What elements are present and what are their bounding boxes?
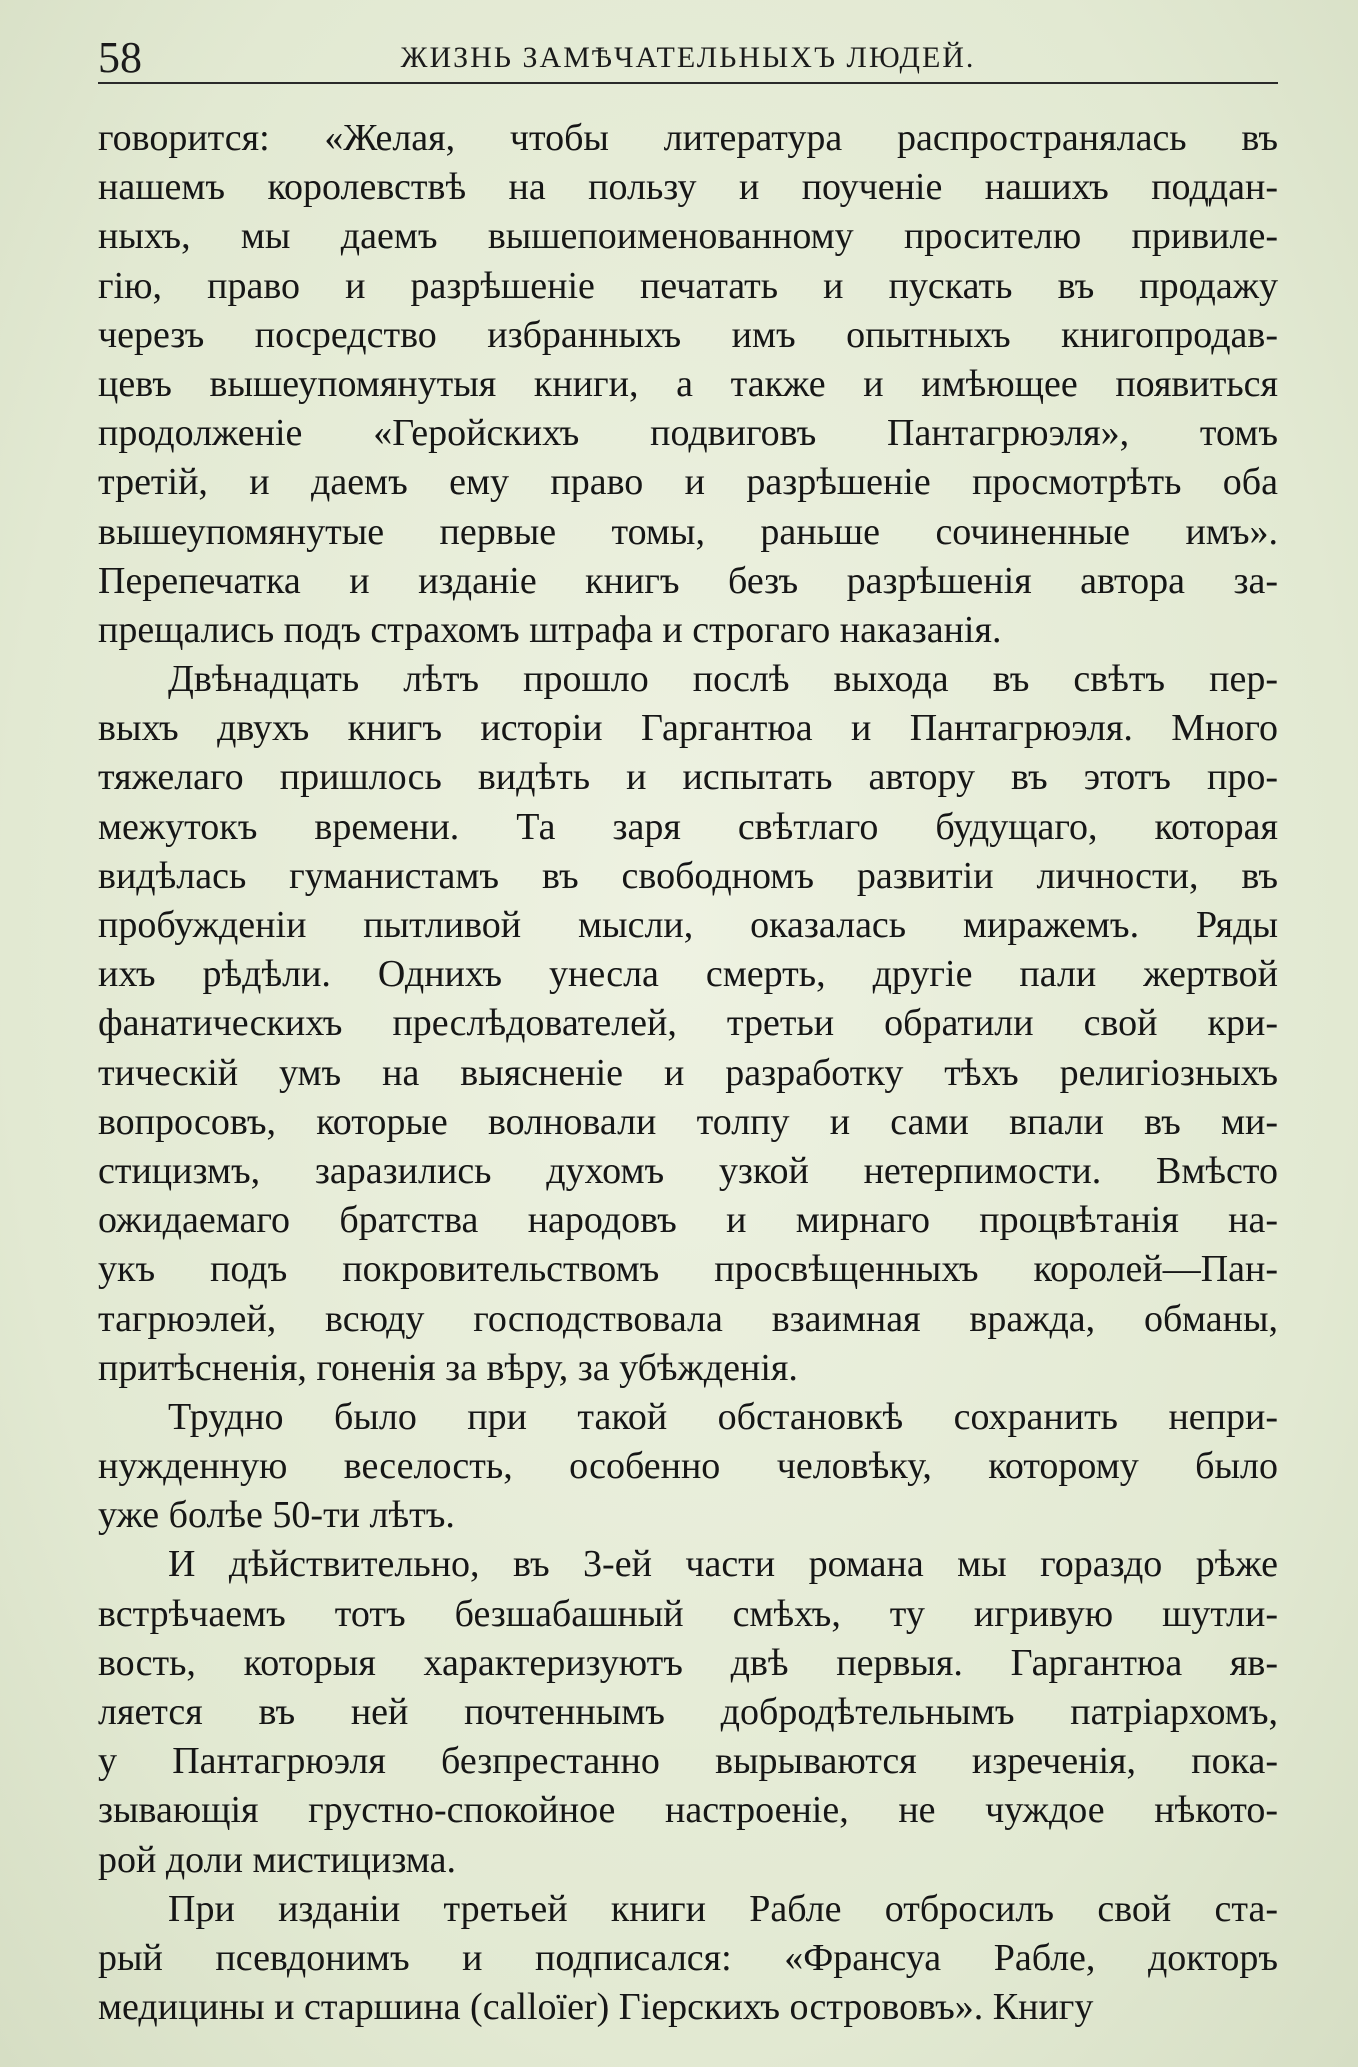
text-line: И дѣйствительно, въ 3-ей части романа мы гораздо рѣже: [168, 1543, 1278, 1586]
text-line: вопросовъ, которые волновали толпу и сами впали въ ми-: [98, 1100, 1278, 1143]
page-number: 58: [98, 33, 142, 82]
paragraph: [98, 1540, 1278, 1884]
text-line: укъ подъ покровительствомъ просвѣщенныхъ королей—Пан-: [98, 1248, 1278, 1291]
text-line: фанатическихъ преслѣдователей, третьи обратили свой кри-: [98, 1002, 1278, 1045]
text-line: рой доли мистицизма.: [98, 1838, 456, 1881]
text-line: тическій умъ на выясненіе и разработку тѣхъ религіозныхъ: [98, 1051, 1278, 1094]
text-line: Трудно было при такой обстановкѣ сохранить непри-: [168, 1395, 1278, 1438]
text-line: вость, которыя характеризуютъ двѣ первыя. Гаргантюа яв-: [98, 1641, 1278, 1684]
text-line: притѣсненія, гоненія за вѣру, за убѣжденія.: [98, 1346, 798, 1389]
running-title: ЖИЗНЬ ЗАМѢЧАТЕЛЬНЫХЪ ЛЮДЕЙ.: [400, 41, 976, 74]
body-text: [98, 114, 1278, 2032]
text-line: ляется въ ней почтеннымъ добродѣтельнымъ патріархомъ,: [98, 1691, 1278, 1733]
page-header: [98, 30, 1278, 86]
text-line: встрѣчаемъ тотъ безшабашный смѣхъ, ту игривую шутли-: [98, 1592, 1278, 1635]
text-line: гію, право и разрѣшеніе печатать и пускать въ продажу: [98, 264, 1278, 307]
text-line: медицины и старшина (calloïer) Гіерскихъ острововъ». Книгу: [98, 1986, 1094, 2029]
header-rule: [98, 82, 1278, 84]
text-line: выхъ двухъ книгъ исторіи Гаргантюа и Пантагрюэля. Много: [98, 707, 1278, 750]
paragraph: [98, 655, 1278, 1393]
paragraph: [98, 1885, 1278, 2033]
text-line: нужденную веселость, особенно человѣку, которому было: [98, 1445, 1278, 1488]
text-line: вышеупомянутые первые томы, раньше сочиненные имъ».: [98, 510, 1278, 553]
text-line: межутокъ времени. Та заря свѣтлаго будущаго, которая: [98, 805, 1278, 848]
text-line: прещались подъ страхомъ штрафа и строгаго наказанія.: [98, 608, 1002, 651]
text-line: ожидаемаго братства народовъ и мирнаго процвѣтанія на-: [98, 1199, 1278, 1242]
text-line: зывающія грустно-спокойное настроеніе, не чуждое нѣкото-: [98, 1789, 1278, 1832]
text-line: видѣлась гуманистамъ въ свободномъ развитіи личности, въ: [98, 854, 1278, 897]
text-line: черезъ посредство избранныхъ имъ опытныхъ книгопродав-: [98, 313, 1278, 356]
text-line: Двѣнадцать лѣтъ прошло послѣ выхода въ свѣтъ пер-: [168, 658, 1278, 701]
text-line: нашемъ королевствѣ на пользу и поученіе нашихъ поддан-: [98, 166, 1278, 209]
text-line: стицизмъ, заразились духомъ узкой нетерпимости. Вмѣсто: [98, 1149, 1278, 1192]
text-line: ныхъ, мы даемъ вышепоименованному просителю привиле-: [98, 215, 1278, 258]
text-line: ихъ рѣдѣли. Однихъ унесла смерть, другіе пали жертвой: [98, 953, 1278, 996]
text-line: говорится: «Желая, чтобы литература распространялась въ: [98, 117, 1278, 159]
text-line: Перепечатка и изданіе книгъ безъ разрѣшенія автора за-: [98, 559, 1278, 602]
text-line: третій, и даемъ ему право и разрѣшеніе просмотрѣть оба: [98, 461, 1278, 504]
paragraph: [98, 1393, 1278, 1541]
text-line: рый псевдонимъ и подписался: «Франсуа Рабле, докторъ: [98, 1936, 1278, 1979]
text-line: тагрюэлей, всюду господствовала взаимная вражда, обманы,: [98, 1297, 1278, 1340]
text-line: пробужденіи пытливой мысли, оказалась миражемъ. Ряды: [98, 904, 1278, 946]
text-line: При изданіи третьей книги Рабле отбросилъ свой ста-: [168, 1887, 1278, 1930]
text-line: у Пантагрюэля безпрестанно вырываются изреченія, пока-: [98, 1740, 1278, 1783]
text-line: тяжелаго пришлось видѣть и испытать автору въ этотъ про-: [98, 756, 1278, 799]
text-line: цевъ вышеупомянутыя книги, а также и имѣющее появиться: [98, 362, 1278, 405]
paragraph: [98, 114, 1278, 655]
text-line: уже болѣе 50-ти лѣтъ.: [98, 1494, 455, 1537]
text-line: продолженіе «Геройскихъ подвиговъ Пантагрюэля», томъ: [98, 412, 1278, 455]
